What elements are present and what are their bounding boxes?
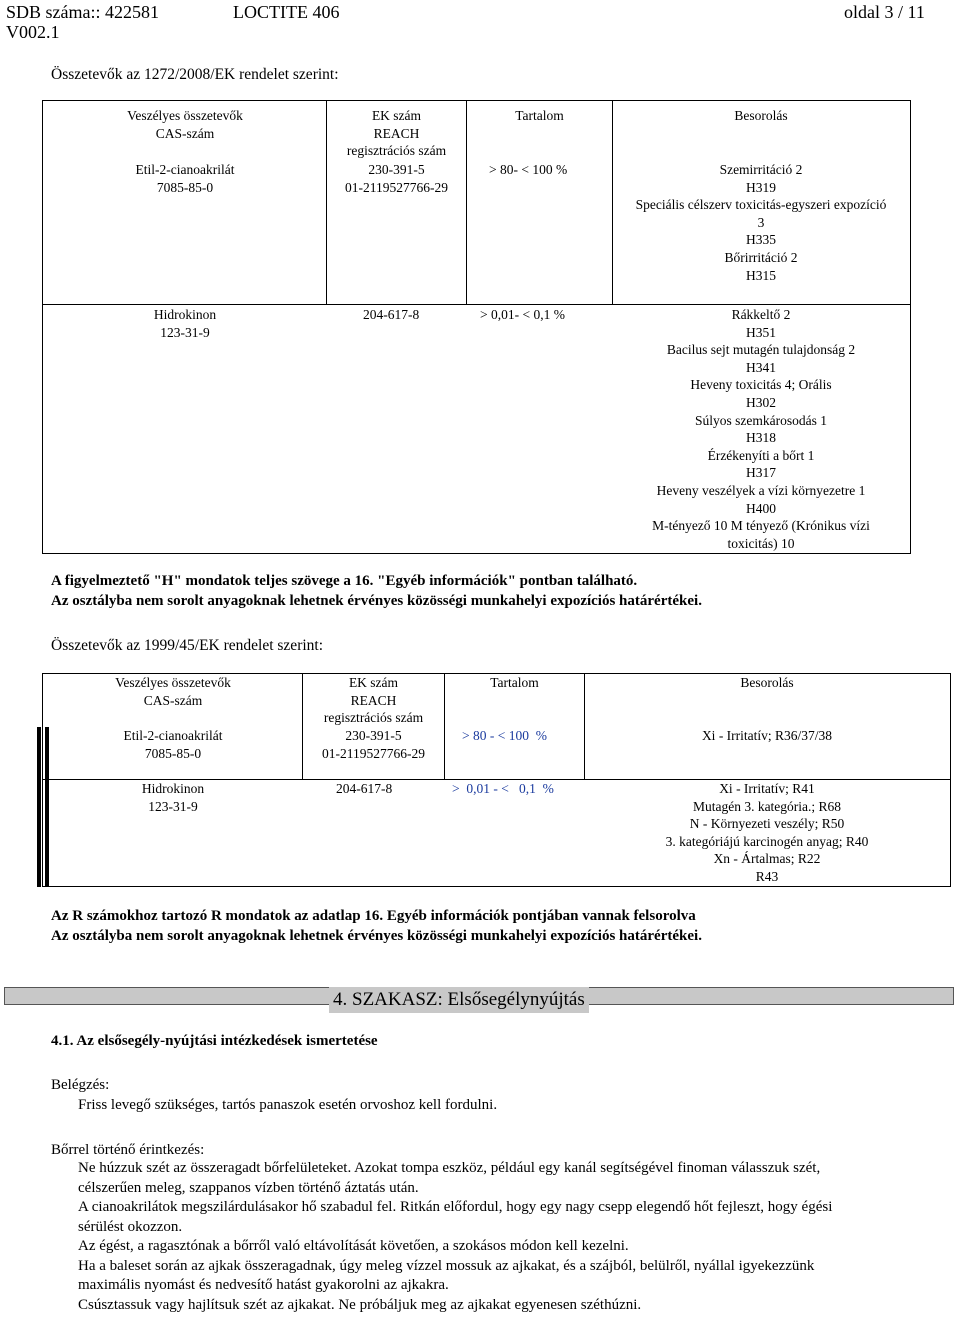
exposure-limits-note: Az osztályba nem sorolt anyagoknak lehetnek érvényes közösségi munkahelyi expozíciós határértékei. — [51, 928, 702, 944]
table-row: Etil-2-cianoakrilát 7085-85-0 — [123, 728, 223, 761]
r-phrases-note: Az R számokhoz tartozó R mondatok az adatlap 16. Egyéb információk pontjában vannak felsorolva — [51, 908, 696, 924]
section4-title: 4. SZAKASZ: Elsősegélynyújtás — [329, 987, 589, 1013]
inhalation-text: Friss levegő szükséges, tartós panaszok esetén orvoshoz kell fordulni. — [78, 1097, 498, 1113]
content-value: > 80 - < 100 % — [462, 728, 547, 743]
page-number: oldal 3 / 11 — [844, 2, 925, 22]
section2-title: Összetevők az 1999/45/EK rendelet szerint: — [51, 637, 324, 654]
skin-contact-text: Ne húzzuk szét az összeragadt bőrfelületeket. Azokat tompa eszköz, például egy kanál segítségével finoman válasszuk szét, célszerűen meleg, szappanos vízben történő áztatás után. A cianoakrilátok megszilárdulásakor hő szabadul fel. Ritkán előfordul, hogy egy nagy csepp elegendő hőt fejleszt, hogy égési sérülést okozzon. Az égést, a ragasztónak a bőrről való eltávolítását követően, a szokásos módon kell kezelni. Ha a baleset során az ajkak összeragadnak, úgy meleg vízzel mossuk az ajkakat, és a szájból, belülről, nyállal igyekezzünk maximális nyomást és nedvesítő hatást gyakorolni az ajkakra. Csúsztassuk vagy hajlítsuk szét az ajkakat. Ne próbáljuk meg az ajkakat egyenesen széthúzni. — [78, 1160, 833, 1313]
h-statements-note: A figyelmeztető "H" mondatok teljes szövege a 16. "Egyéb információk" pontban található. — [51, 573, 638, 589]
inhalation-label: Belégzés: — [51, 1077, 110, 1093]
col-header-classification: Besorolás — [740, 675, 794, 690]
version: V002.1 — [6, 22, 60, 42]
content-value: > 0,01- < 0,1 % — [480, 307, 565, 322]
col-header-content: Tartalom — [490, 675, 539, 690]
classification: Xi - Irritatív; R36/37/38 — [701, 728, 833, 743]
classification: Szemirritáció 2 H319 Speciális célszerv toxicitás-egyszeri expozíció 3 H335 Bőrirritáció 2 H315 — [635, 162, 887, 283]
subsection-title: 4.1. Az elsősegély-nyújtási intézkedések ismertetése — [51, 1033, 378, 1049]
sdb-number: SDB száma:: 422581 — [6, 2, 159, 22]
col-header-ek: EK szám REACH regisztrációs szám — [323, 675, 424, 726]
col-header-ek: EK szám REACH regisztrációs szám — [346, 108, 447, 159]
change-bar — [37, 727, 41, 887]
classification: Xi - Irritatív; R41 Mutagén 3. kategória.; R68 N - Környezeti veszély; R50 3. kategóriájú karcinogén anyag; R40 Xn - Ártalmas; R22 R43 — [665, 781, 869, 884]
ek-number: 204-617-8 — [363, 307, 420, 322]
skin-contact-label: Bőrrel történő érintkezés: — [51, 1142, 205, 1158]
col-header-component: Veszélyes összetevők CAS-szám — [115, 675, 231, 708]
content-value: > 0,01 - < 0,1 % — [452, 781, 554, 796]
ek-number: 230-391-5 01-2119527766-29 — [322, 728, 425, 761]
table-row: Hidrokinon 123-31-9 — [141, 781, 205, 814]
table-row: Etil-2-cianoakrilát 7085-85-0 — [135, 162, 235, 195]
exposure-limits-note: Az osztályba nem sorolt anyagoknak lehetnek érvényes közösségi munkahelyi expozíciós határértékei. — [51, 593, 702, 609]
product-name: LOCTITE 406 — [233, 2, 340, 22]
ek-number: 204-617-8 — [336, 781, 393, 796]
content-value: > 80- < 100 % — [489, 162, 568, 177]
classification: Rákkeltő 2 H351 Bacilus sejt mutagén tulajdonság 2 H341 Heveny toxicitás 4; Orális H302 Súlyos szemkárosodás 1 H318 Érzékenyíti a bőrt 1 H317 Heveny veszélyek a vízi környezetre 1 H400 M-tényező 10 M tényező (Krónikus vízi toxicitás) 10 — [652, 307, 870, 551]
col-header-content: Tartalom — [515, 108, 564, 123]
col-header-component: Veszélyes összetevők CAS-szám — [127, 108, 243, 141]
ek-number: 230-391-5 01-2119527766-29 — [345, 162, 448, 195]
section1-title: Összetevők az 1272/2008/EK rendelet szerint: — [51, 66, 339, 83]
table-row: Hidrokinon 123-31-9 — [153, 307, 217, 340]
col-header-classification: Besorolás — [734, 108, 788, 123]
